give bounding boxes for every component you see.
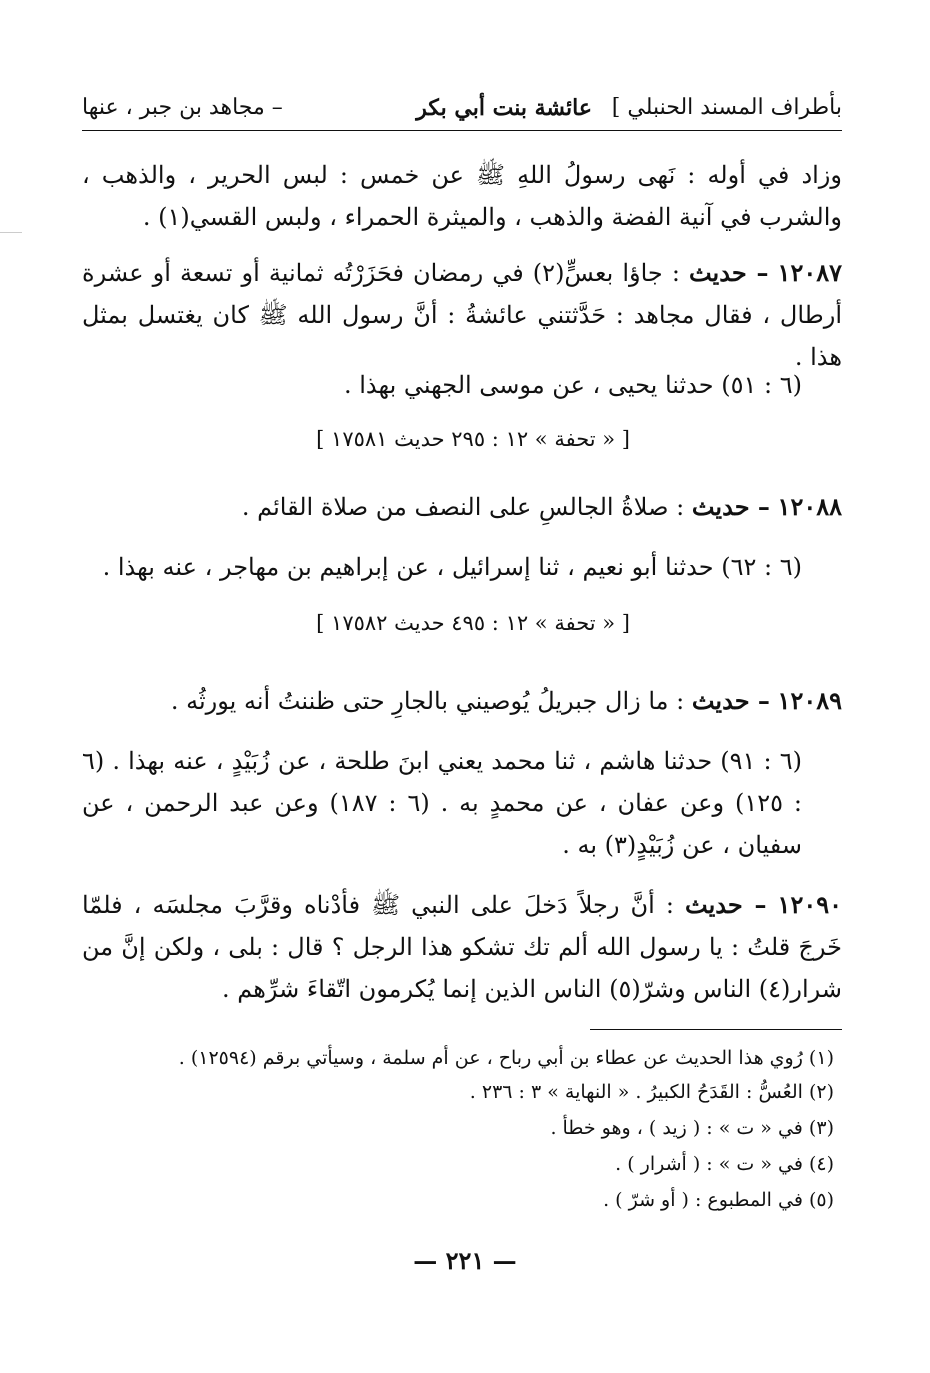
hadith-text: : ما زال جبريلُ يُوصيني بالجارِ حتى ظننتُ أنه يورثُه . — [170, 687, 685, 715]
hadith-12090 — [82, 884, 842, 1010]
hadith-12087-chain — [82, 364, 842, 406]
hadith-number: ١٢٠٩٠ — [777, 890, 842, 919]
page-number: — ٢٢١ — — [413, 1246, 517, 1275]
intro-text: وزاد في أوله : نَهى رسولُ اللهِ ﷺ عن خمس : لبس الحرير ، والذهب ، والشرب في آنية الفضة والذهب ، والميثرة الحمراء ، ولبس القسي(١) . — [82, 161, 842, 231]
footnote-5: (٥) في المطبوع : ( أو شرّ ) . — [603, 1189, 834, 1211]
hadith-number: ١٢٠٨٩ — [777, 686, 842, 715]
header-section-title: عائشة بنت أبي بكر — [416, 95, 592, 121]
running-header — [82, 88, 842, 128]
header-book-title: بأطراف المسند الحنبلي ] — [611, 95, 842, 120]
hadith-12088-chain — [82, 546, 842, 588]
isnad-text: (٦ : ٩١) حدثنا هاشم ، ثنا محمد يعني ابنَ طلحة ، عن زُبَيْدٍ ، عنه بهذا . (٦ : ١٢٥) وعن عفان ، عن محمدٍ به . (٦ : ١٨٧) وعن عبد الرحمن ، عن سفيان ، عن زُبَيْدٍ(٣) به . — [82, 747, 803, 859]
footnote-rule — [590, 1029, 842, 1030]
hadith-12087 — [82, 252, 842, 378]
hadith-label: – حديث — [691, 686, 770, 715]
hadith-number: ١٢٠٨٧ — [777, 258, 842, 287]
margin-mark — [0, 232, 22, 233]
hadith-12088 — [82, 486, 842, 528]
tuhfa-reference-12087: [ « تحفة » ١٢ : ٢٩٥ حديث ١٧٥٨١ ] — [316, 427, 630, 451]
header-subsection: – مجاهد بن جبر ، عنها — [82, 95, 283, 120]
hadith-label: – حديث — [691, 492, 770, 521]
hadith-text: : جاؤا بعسٍّ(٢) في رمضان فحَزَرْتُه ثمانية أو تسعة أو عشرة أرطال ، فقال مجاهد : حَدَّثتني عائشةُ : أنَّ رسول الله ﷺ كان يغتسل بمثل هذا . — [82, 259, 842, 371]
header-rule — [82, 130, 842, 131]
isnad-text: (٦ : ٥١) حدثنا يحيى ، عن موسى الجهني بهذا . — [344, 371, 802, 399]
intro-paragraph — [82, 154, 842, 238]
hadith-number: ١٢٠٨٨ — [777, 492, 842, 521]
hadith-label: – حديث — [685, 890, 767, 919]
hadith-12089 — [82, 680, 842, 722]
isnad-text: (٦ : ٦٢) حدثنا أبو نعيم ، ثنا إسرائيل ، عن إبراهيم بن مهاجر ، عنه بهذا . — [102, 553, 802, 581]
hadith-text: : أنَّ رجلاً دَخلَ على النبي ﷺ فأدْناه وقرَّبَ مجلسَه ، فلمّا خَرجَ قلتُ : يا رسول الله ألم تك تشكو هذا الرجل ؟ قال : بلى ، ولكن إنَّ من شرار(٤) الناس وشرّ(٥) الناس الذين إنما يُكرمون اتّقاءَ شرِّهم . — [82, 891, 842, 1003]
hadith-12089-chain — [82, 740, 842, 866]
footnote-4: (٤) في « ت » : ( أشرار ) . — [615, 1153, 834, 1175]
footnote-3: (٣) في « ت » : ( زيد ) ، وهو خطأ . — [550, 1117, 834, 1139]
footnote-1: (١) رُوي هذا الحديث عن عطاء بن أبي رباح ، عن أم سلمة ، وسيأتي برقم (١٢٥٩٤) . — [178, 1047, 834, 1069]
footnote-2: (٢) العُسُّ : القَدَحُ الكبيرُ . « النهاية » ٣ : ٢٣٦ . — [469, 1081, 834, 1103]
hadith-text: : صلاةُ الجالسِ على النصف من صلاة القائم . — [241, 493, 685, 521]
tuhfa-reference-12088: [ « تحفة » ١٢ : ٤٩٥ حديث ١٧٥٨٢ ] — [316, 611, 630, 635]
hadith-label: – حديث — [688, 258, 769, 287]
